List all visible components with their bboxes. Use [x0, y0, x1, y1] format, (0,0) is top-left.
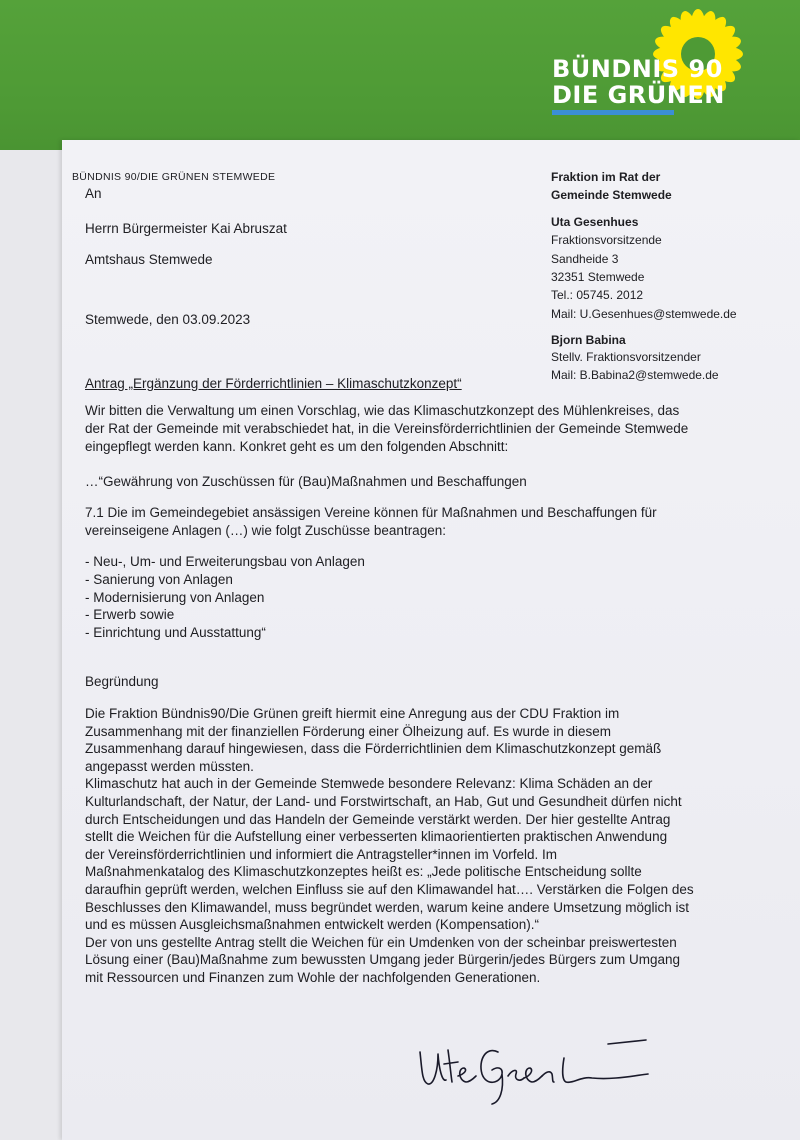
list-item: - Einrichtung und Ausstattung“	[85, 625, 266, 641]
reasoning-heading: Begründung	[85, 674, 159, 689]
reasoning-line: und es müssen Ausgleichsmaßnahmen entwickelt werden (Kompensation).“	[85, 917, 539, 933]
reasoning-line: angepasst werden müssten.	[85, 758, 254, 774]
contact-line: Fraktion im Rat der	[551, 170, 661, 184]
list-item: - Neu-, Um- und Erweiterungsbau von Anlagen	[85, 554, 365, 569]
quote-title: …“Gewährung von Zuschüssen für (Bau)Maßnahmen und Beschaffungen	[85, 474, 527, 489]
reasoning-line: Der von uns gestellte Antrag stellt die Weichen für ein Umdenken von der scheinbar preiswertesten	[85, 934, 677, 950]
reasoning-line: Zusammenhang mit der finanziellen Förderung einer Ölheizung auf. Es wurde in diesem	[85, 723, 612, 739]
reasoning-line: Maßnahmenkatalog des Klimaschutzkonzeptes heißt es: „Jede politische Entscheidung sollte	[85, 864, 642, 880]
recipient-name: Herrn Bürgermeister Kai Abruszat	[85, 221, 287, 236]
logo-underline	[552, 110, 674, 115]
clause-line: 7.1 Die im Gemeindegebiet ansässigen Vereine können für Maßnahmen und Beschaffungen für	[85, 505, 657, 520]
clause-line: vereinseigene Anlagen (…) wie folgt Zuschüsse beantragen:	[85, 523, 446, 539]
intro-line: der Rat der Gemeinde mit verabschiedet hat, in die Vereinsförderrichtlinien der Gemeinde Stemwede	[85, 421, 689, 437]
contact-line: Tel.: 05745. 2012	[551, 288, 644, 302]
list-item: - Erwerb sowie	[85, 607, 175, 623]
logo-line-2: DIE GRÜNEN	[552, 81, 725, 109]
reasoning-line: stellt die Weichen für die Aufstellung einer verbesserten klimaorientierten praktischen Anwendung	[85, 829, 668, 845]
intro-line: eingepflegt werden kann. Konkret geht es um den folgenden Abschnitt:	[85, 439, 509, 455]
contact-line: Stellv. Fraktionsvorsitzender	[551, 350, 701, 364]
reasoning-line: Klimaschutz hat auch in der Gemeinde Stemwede besondere Relevanz: Klima Schäden an der	[85, 776, 653, 792]
handwritten-signature-icon	[412, 1030, 672, 1110]
contact-line: Gemeinde Stemwede	[551, 188, 672, 202]
contact-line: Uta Gesenhues	[551, 215, 639, 229]
date-line: Stemwede, den 03.09.2023	[85, 312, 251, 327]
intro-paragraph	[85, 402, 688, 457]
contact-line: Bjorn Babina	[551, 333, 626, 347]
reasoning-line: daraufhin geprüft werden, welchen Einfluss sie auf den Klimawandel hat…. Verstärken die Folgen des	[85, 881, 694, 897]
contact-line: 32351 Stemwede	[551, 270, 645, 284]
contact-line: Mail: B.Babina2@stemwede.de	[551, 368, 719, 382]
party-logo	[552, 56, 725, 108]
contact-line: Fraktionsvorsitzende	[551, 233, 662, 247]
list-item: - Sanierung von Anlagen	[85, 571, 233, 587]
reasoning-line: Die Fraktion Bündnis90/Die Grünen greift hiermit eine Anregung aus der CDU Fraktion im	[85, 706, 620, 721]
recipient-address: Amtshaus Stemwede	[85, 252, 213, 267]
reasoning-paragraph	[85, 705, 694, 987]
measures-list	[85, 553, 365, 642]
recipient-salutation: An	[85, 186, 102, 201]
contact-line: Mail: U.Gesenhues@stemwede.de	[551, 307, 737, 321]
reasoning-line: Kulturlandschaft, der Natur, der Land- und Forstwirtschaft, an Hab, Gut und Gesundheit dürfen nicht	[85, 793, 682, 809]
reasoning-line: Lösung einer (Bau)Maßnahme zum bewussten Umgang jeder Bürgerin/jedes Bürgers zum Umgang	[85, 952, 681, 968]
reasoning-line: der Vereinsförderrichtlinien und informiert die Antragsteller*innen im Vorfeld. Im	[85, 846, 557, 862]
reasoning-line: Beschlusses den Klimawandel, muss begründet werden, warum keine andere Umsetzung möglich ist	[85, 899, 690, 915]
clause-paragraph	[85, 504, 657, 540]
subject-line: Antrag „Ergänzung der Förderrichtlinien – Klimaschutzkonzept“	[85, 376, 462, 391]
reasoning-line: durch Entscheidungen und das Handeln der Gemeinde verstärkt werden. Der hier gestellte Antrag	[85, 811, 671, 827]
list-item: - Modernisierung von Anlagen	[85, 589, 265, 605]
intro-line: Wir bitten die Verwaltung um einen Vorschlag, wie das Klimaschutzkonzept des Mühlenkreises, das	[85, 403, 680, 418]
sender-line: BÜNDNIS 90/DIE GRÜNEN STEMWEDE	[72, 171, 276, 183]
logo-line-1: BÜNDNIS 90	[552, 55, 723, 83]
reasoning-line: mit Ressourcen und Finanzen zum Wohle der nachfolgenden Generationen.	[85, 969, 541, 985]
contact-line: Sandheide 3	[551, 252, 619, 266]
reasoning-line: Zusammenhang darauf hingewiesen, dass die Förderrichtlinien dem Klimaschutzkonzept gemäß	[85, 741, 662, 757]
